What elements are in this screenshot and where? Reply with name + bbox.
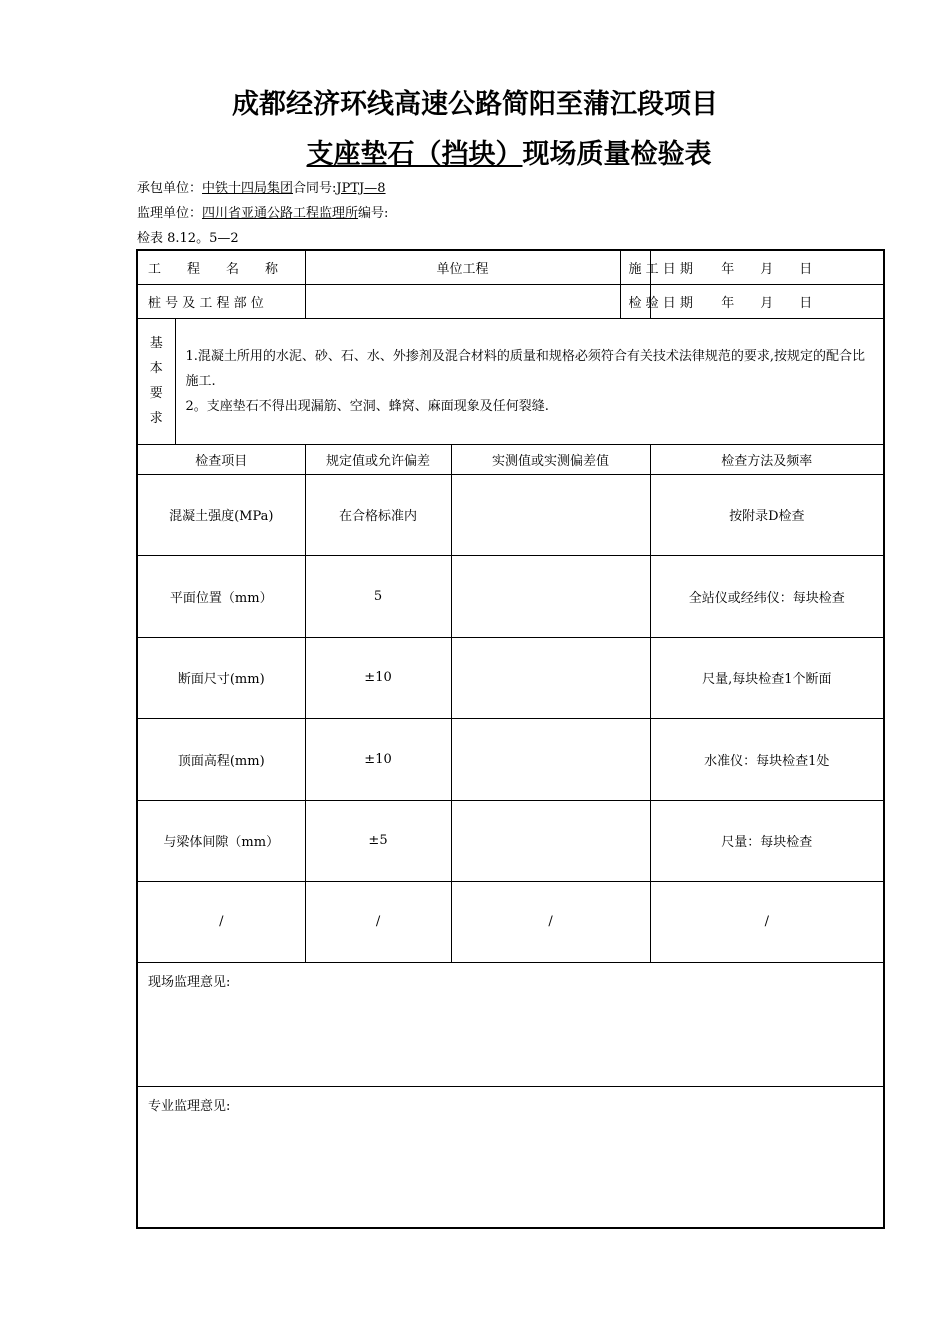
project-name-label: 工 程 名 称 bbox=[137, 250, 305, 284]
table-row bbox=[137, 881, 884, 962]
column-header-row bbox=[137, 444, 884, 474]
item-name: 断面尺寸(mm) bbox=[137, 637, 305, 718]
label-char: 要 bbox=[149, 386, 163, 401]
subtitle-underlined: 支座垫石（挡块） bbox=[306, 139, 523, 170]
requirement-1: 1.混凝土所用的水泥、砂、石、水、外掺剂及混合材料的质量和规格必须符合有关技术法律规范的要求,按规定的配合比施工. bbox=[185, 348, 866, 389]
contractor-label: 承包单位： bbox=[137, 181, 203, 196]
item-name: 顶面高程(mm) bbox=[137, 718, 305, 800]
table-row bbox=[137, 800, 884, 881]
supervisor-label: 监理单位： bbox=[137, 206, 203, 221]
station-label: 桩 号 及 工 程 部 位 bbox=[137, 284, 305, 318]
document-title: 成都经济环线高速公路简阳至蒲江段项目 bbox=[232, 89, 718, 120]
table-row bbox=[137, 474, 884, 555]
col-item-header: 检查项目 bbox=[137, 444, 305, 474]
inspection-date-label: 检 验 日 期 bbox=[620, 284, 650, 318]
inspection-date-value[interactable]: 年 月 日 bbox=[650, 284, 884, 318]
table-row bbox=[137, 555, 884, 637]
item-spec: 在合格标准内 bbox=[305, 474, 451, 555]
item-name: 与梁体间隙（mm） bbox=[137, 800, 305, 881]
item-spec: ±10 bbox=[305, 637, 451, 718]
site-opinion[interactable]: 现场监理意见: bbox=[137, 962, 884, 1086]
station-row bbox=[137, 284, 884, 318]
item-measured[interactable]: / bbox=[451, 881, 650, 962]
station-value[interactable] bbox=[305, 284, 620, 318]
item-spec: ±10 bbox=[305, 718, 451, 800]
professional-opinion[interactable]: 专业监理意见: bbox=[137, 1086, 884, 1228]
project-name-row bbox=[137, 250, 884, 284]
supervisor-value: 四川省亚通公路工程监理所 bbox=[202, 206, 359, 221]
site-opinion-row bbox=[137, 962, 884, 1086]
basic-requirements-label bbox=[137, 318, 175, 444]
col-method-header: 检查方法及频率 bbox=[650, 444, 884, 474]
basic-requirements-row bbox=[137, 318, 884, 444]
form-number: 检表 8.12。5—2 bbox=[137, 231, 239, 246]
inspection-table bbox=[136, 249, 885, 1229]
subtitle-rest: 现场质量检验表 bbox=[522, 139, 712, 170]
document-subtitle bbox=[0, 132, 950, 171]
col-measured-header: 实测值或实测偏差值 bbox=[451, 444, 650, 474]
item-measured[interactable] bbox=[451, 800, 650, 881]
project-name-value[interactable]: 单位工程 bbox=[305, 250, 620, 284]
supervisor-line bbox=[137, 202, 388, 221]
item-spec: / bbox=[305, 881, 451, 962]
serial-label: 编号: bbox=[358, 206, 389, 221]
item-method: 全站仪或经纬仪：每块检查 bbox=[650, 555, 884, 637]
item-spec: ±5 bbox=[305, 800, 451, 881]
label-char: 本 bbox=[149, 361, 163, 376]
item-method: 按附录D检查 bbox=[650, 474, 884, 555]
table-row bbox=[137, 637, 884, 718]
label-char: 基 bbox=[149, 336, 163, 351]
item-measured[interactable] bbox=[451, 474, 650, 555]
item-method: / bbox=[650, 881, 884, 962]
item-measured[interactable] bbox=[451, 718, 650, 800]
requirement-2: 2。支座垫石不得出现漏筋、空洞、蜂窝、麻面现象及任何裂缝. bbox=[185, 398, 549, 414]
basic-requirements-text bbox=[175, 318, 884, 444]
item-measured[interactable] bbox=[451, 637, 650, 718]
contract-no-label: 合同号: bbox=[293, 181, 337, 196]
table-row bbox=[137, 718, 884, 800]
item-method: 尺量,每块检查1个断面 bbox=[650, 637, 884, 718]
professional-opinion-row bbox=[137, 1086, 884, 1228]
contract-no-value: JPTJ—8 bbox=[336, 181, 386, 196]
contractor-line bbox=[137, 177, 386, 196]
construction-date-value[interactable]: 年 月 日 bbox=[650, 250, 884, 284]
item-spec: 5 bbox=[305, 555, 451, 637]
item-method: 水准仪：每块检查1处 bbox=[650, 718, 884, 800]
item-name: / bbox=[137, 881, 305, 962]
construction-date-label: 施 工 日 期 bbox=[620, 250, 650, 284]
item-name: 平面位置（mm） bbox=[137, 555, 305, 637]
col-spec-header: 规定值或允许偏差 bbox=[305, 444, 451, 474]
label-char: 求 bbox=[149, 411, 163, 426]
item-measured[interactable] bbox=[451, 555, 650, 637]
contractor-value: 中铁十四局集团 bbox=[202, 181, 294, 196]
item-name: 混凝土强度(MPa) bbox=[137, 474, 305, 555]
item-method: 尺量：每块检查 bbox=[650, 800, 884, 881]
